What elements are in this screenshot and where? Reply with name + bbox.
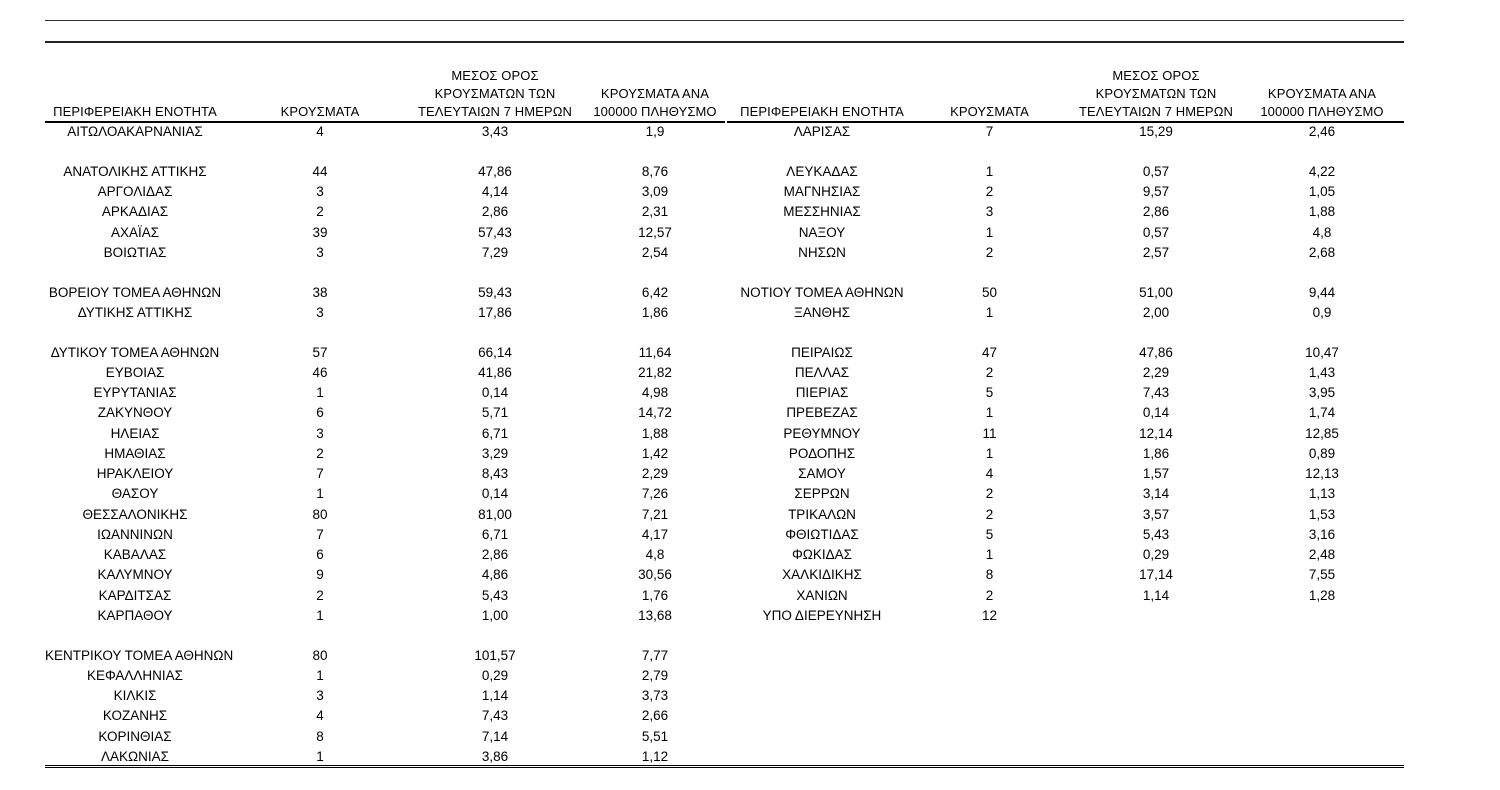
table-row bbox=[45, 566, 725, 586]
cell-avg7: 2,86 bbox=[481, 204, 509, 220]
cell-per100k: 7,26 bbox=[641, 486, 669, 502]
cell-per100k: 11,64 bbox=[638, 344, 672, 360]
cell-cases: 1 bbox=[985, 224, 994, 240]
cell-avg7: 101,57 bbox=[474, 647, 516, 663]
cell-region: ΖΑΚΥΝΘΟΥ bbox=[97, 405, 173, 421]
cell-region: ΥΠΟ ΔΙΕΡΕΥΝΗΣΗ bbox=[762, 607, 882, 623]
cell-per100k: 1,28 bbox=[1308, 587, 1336, 603]
cell-per100k: 14,72 bbox=[638, 405, 672, 421]
cell-region: ΚΑΡΠΑΘΟΥ bbox=[97, 607, 173, 623]
cell-region: ΝΑΞΟΥ bbox=[798, 224, 846, 240]
table-row bbox=[727, 465, 1404, 485]
cell-cases: 2 bbox=[316, 445, 324, 461]
cell-avg7: 3,29 bbox=[481, 445, 509, 461]
cell-avg7: 4,14 bbox=[481, 184, 509, 199]
cell-cases: 8 bbox=[316, 728, 324, 744]
header-cases: ΚΡΟΥΣΜΑΤΑ bbox=[280, 104, 360, 119]
cell-cases: 2 bbox=[985, 486, 994, 502]
table-row bbox=[727, 404, 1404, 424]
cell-per100k: 4,22 bbox=[1308, 163, 1336, 179]
cell-region: ΠΙΕΡΙΑΣ bbox=[795, 385, 849, 400]
cell-per100k: 8,76 bbox=[641, 163, 669, 179]
cases-table-right bbox=[727, 64, 1404, 627]
table-row bbox=[727, 445, 1404, 465]
cell-avg7: 2,57 bbox=[1142, 244, 1170, 260]
table-body bbox=[727, 123, 1404, 627]
cell-region: ΗΡΑΚΛΕΙΟΥ bbox=[96, 466, 174, 481]
cell-per100k: 4,17 bbox=[641, 526, 669, 542]
cell-avg7: 0,57 bbox=[1142, 163, 1170, 179]
cell-cases: 3 bbox=[316, 304, 324, 320]
table-row bbox=[45, 465, 725, 485]
cell-avg7: 9,57 bbox=[1142, 184, 1170, 199]
cell-per100k: 1,05 bbox=[1308, 184, 1336, 199]
cell-avg7: 17,14 bbox=[1139, 567, 1173, 583]
header-region: ΠΕΡΙΦΕΡΕΙΑΚΗ ΕΝΟΤΗΤΑ bbox=[740, 104, 904, 119]
cell-per100k: 4,8 bbox=[645, 547, 665, 562]
table-header bbox=[727, 64, 1404, 123]
table-row bbox=[727, 123, 1404, 143]
cell-per100k: 30,56 bbox=[638, 567, 672, 583]
cell-cases: 5 bbox=[985, 385, 994, 400]
table-row bbox=[45, 284, 725, 304]
cell-region: ΑΧΑΪΑΣ bbox=[110, 224, 160, 240]
cell-cases: 11 bbox=[982, 425, 997, 441]
table-row bbox=[45, 425, 725, 445]
table-row bbox=[727, 304, 1404, 324]
cell-cases: 2 bbox=[985, 184, 994, 199]
cell-cases: 44 bbox=[312, 163, 328, 179]
cell-avg7: 6,71 bbox=[481, 425, 509, 441]
cell-cases: 9 bbox=[316, 567, 324, 583]
cell-cases: 80 bbox=[312, 506, 328, 522]
table-row bbox=[45, 183, 725, 203]
cell-avg7: 0,14 bbox=[1142, 405, 1170, 421]
cell-per100k: 5,51 bbox=[641, 728, 669, 744]
cell-per100k: 1,76 bbox=[641, 587, 669, 603]
cell-per100k: 4,8 bbox=[1312, 224, 1332, 240]
top-rule bbox=[45, 20, 1404, 21]
cell-avg7: 3,14 bbox=[1142, 486, 1170, 502]
cell-avg7: 3,57 bbox=[1142, 506, 1170, 522]
cell-avg7: 2,00 bbox=[1142, 304, 1170, 320]
cell-cases: 1 bbox=[985, 405, 994, 421]
cell-region: ΑΙΤΩΛΟΑΚΑΡΝΑΝΙΑΣ bbox=[67, 124, 203, 139]
cell-avg7: 7,14 bbox=[481, 728, 509, 744]
table-row bbox=[727, 163, 1404, 183]
cell-per100k: 6,42 bbox=[641, 284, 669, 300]
cell-per100k: 2,66 bbox=[641, 708, 669, 724]
cell-avg7: 81,00 bbox=[478, 506, 512, 522]
cell-per100k: 12,13 bbox=[1305, 466, 1339, 481]
cell-per100k: 2,31 bbox=[641, 204, 669, 220]
cell-region: ΘΕΣΣΑΛΟΝΙΚΗΣ bbox=[82, 506, 188, 522]
cell-region: ΗΜΑΘΙΑΣ bbox=[104, 445, 166, 461]
cell-region: ΞΑΝΘΗΣ bbox=[793, 304, 851, 320]
cell-region: ΣΕΡΡΩΝ bbox=[794, 486, 850, 502]
cell-avg7: 5,43 bbox=[1142, 526, 1170, 542]
cell-avg7: 5,43 bbox=[481, 587, 509, 603]
cell-per100k: 1,53 bbox=[1308, 506, 1336, 522]
cell-region: ΗΛΕΙΑΣ bbox=[110, 425, 160, 441]
cell-region: ΑΝΑΤΟΛΙΚΗΣ ΑΤΤΙΚΗΣ bbox=[63, 163, 207, 179]
cell-region: ΧΑΝΙΩΝ bbox=[796, 587, 848, 603]
cell-per100k: 10,47 bbox=[1305, 344, 1339, 360]
cell-cases: 39 bbox=[312, 224, 328, 240]
cell-avg7: 0,29 bbox=[1142, 547, 1170, 562]
table-row bbox=[727, 224, 1404, 244]
table-row bbox=[727, 485, 1404, 505]
table-row bbox=[727, 344, 1404, 364]
cell-cases: 1 bbox=[316, 385, 324, 400]
cell-cases: 46 bbox=[312, 364, 328, 380]
cell-region: ΠΡΕΒΕΖΑΣ bbox=[786, 405, 858, 421]
table-row bbox=[727, 526, 1404, 546]
cell-avg7: 7,43 bbox=[1142, 385, 1170, 400]
table-row bbox=[45, 526, 725, 546]
cell-avg7: 15,29 bbox=[1139, 124, 1173, 139]
cell-region: ΔΥΤΙΚΟΥ ΤΟΜΕΑ ΑΘΗΝΩΝ bbox=[50, 344, 220, 360]
cell-region: ΚΕΦΑΛΛΗΝΙΑΣ bbox=[86, 667, 184, 683]
cell-per100k: 12,85 bbox=[1305, 425, 1339, 441]
cell-avg7: 47,86 bbox=[1139, 344, 1173, 360]
cell-cases: 3 bbox=[316, 184, 324, 199]
cell-avg7: 1,57 bbox=[1142, 466, 1170, 481]
cell-per100k: 3,73 bbox=[641, 688, 669, 703]
cell-region: ΘΑΣΟΥ bbox=[111, 486, 159, 502]
cell-cases: 2 bbox=[985, 244, 994, 260]
cell-per100k: 1,88 bbox=[641, 425, 669, 441]
cell-region: ΠΕΙΡΑΙΩΣ bbox=[791, 344, 853, 360]
cell-per100k: 2,46 bbox=[1308, 124, 1336, 139]
cell-per100k: 4,98 bbox=[641, 385, 669, 400]
cell-cases: 6 bbox=[316, 547, 324, 562]
cell-region: ΒΟΙΩΤΙΑΣ bbox=[103, 244, 167, 260]
cell-region: ΦΘΙΩΤΙΔΑΣ bbox=[785, 526, 859, 542]
cell-region: ΕΥΡΥΤΑΝΙΑΣ bbox=[93, 385, 177, 400]
cell-region: ΣΑΜΟΥ bbox=[798, 466, 846, 481]
table-row bbox=[45, 364, 725, 384]
cell-avg7: 1,14 bbox=[1142, 587, 1170, 603]
table-row bbox=[45, 607, 725, 627]
cell-region: ΛΑΚΩΝΙΑΣ bbox=[101, 748, 169, 764]
cell-avg7: 3,86 bbox=[481, 748, 509, 764]
cell-per100k: 7,21 bbox=[641, 506, 669, 522]
cell-cases: 7 bbox=[316, 466, 324, 481]
cell-cases: 38 bbox=[312, 284, 328, 300]
cell-cases: 2 bbox=[985, 506, 994, 522]
cell-avg7: 47,86 bbox=[478, 163, 512, 179]
cell-region: ΒΟΡΕΙΟΥ ΤΟΜΕΑ ΑΘΗΝΩΝ bbox=[48, 284, 222, 300]
cell-avg7: 1,86 bbox=[1142, 445, 1170, 461]
cell-cases: 7 bbox=[316, 526, 324, 542]
cell-per100k: 3,16 bbox=[1308, 526, 1336, 542]
cell-per100k: 1,13 bbox=[1308, 486, 1336, 502]
cell-region: ΕΥΒΟΙΑΣ bbox=[105, 364, 165, 380]
cell-region: ΜΕΣΣΗΝΙΑΣ bbox=[783, 204, 861, 220]
cell-avg7: 17,86 bbox=[478, 304, 512, 320]
table-row bbox=[45, 163, 725, 183]
cell-per100k: 2,79 bbox=[641, 667, 669, 683]
table-row bbox=[45, 687, 725, 707]
cell-cases: 6 bbox=[316, 405, 324, 421]
cell-avg7: 5,71 bbox=[481, 405, 509, 421]
cell-cases: 1 bbox=[316, 748, 324, 764]
cell-region: ΤΡΙΚΑΛΩΝ bbox=[788, 506, 856, 522]
cell-avg7: 59,43 bbox=[478, 284, 512, 300]
table-row bbox=[727, 203, 1404, 223]
header-per100k: ΚΡΟΥΣΜΑΤΑ ΑΝΑ 100000 ΠΛΗΘΥΣΜΟ bbox=[593, 86, 717, 119]
table-row bbox=[45, 546, 725, 566]
cell-avg7: 41,86 bbox=[478, 364, 512, 380]
table-row bbox=[45, 506, 725, 526]
cell-per100k: 2,48 bbox=[1308, 547, 1336, 562]
table-row bbox=[45, 384, 725, 404]
cell-cases: 80 bbox=[312, 647, 328, 663]
cell-avg7: 1,14 bbox=[481, 688, 509, 703]
table-row bbox=[727, 587, 1404, 607]
cell-avg7: 2,86 bbox=[481, 547, 509, 562]
cell-region: ΔΥΤΙΚΗΣ ΑΤΤΙΚΗΣ bbox=[77, 304, 193, 320]
cell-per100k: 2,54 bbox=[641, 244, 669, 260]
cell-region: ΜΑΓΝΗΣΙΑΣ bbox=[783, 184, 861, 199]
cell-cases: 50 bbox=[981, 284, 998, 300]
table-row bbox=[45, 123, 725, 143]
cell-per100k: 3,09 bbox=[641, 184, 669, 199]
cell-region: ΡΟΔΟΠΗΣ bbox=[788, 445, 856, 461]
table-row bbox=[45, 224, 725, 244]
cell-cases: 1 bbox=[985, 445, 994, 461]
header-avg7: ΜΕΣΟΣ ΟΡΟΣ ΚΡΟΥΣΜΑΤΩΝ ΤΩΝ ΤΕΛΕΥΤΑΙΩΝ 7 ΗΜΕΡΩΝ bbox=[417, 68, 573, 119]
table-row bbox=[45, 244, 725, 264]
cell-per100k: 0,89 bbox=[1308, 445, 1336, 461]
cell-region: ΝΗΣΩΝ bbox=[798, 244, 846, 260]
cell-per100k: 2,68 bbox=[1308, 244, 1336, 260]
cell-region: ΑΡΚΑΔΙΑΣ bbox=[101, 204, 169, 220]
table-row bbox=[45, 344, 725, 364]
cell-per100k: 9,44 bbox=[1308, 284, 1336, 300]
table-row bbox=[727, 546, 1404, 566]
cell-avg7: 0,57 bbox=[1142, 224, 1170, 240]
cell-cases: 2 bbox=[985, 587, 994, 603]
header-top-rule bbox=[45, 41, 1404, 43]
table-row bbox=[45, 707, 725, 727]
cell-avg7: 51,00 bbox=[1139, 284, 1173, 300]
cell-per100k: 1,12 bbox=[641, 748, 669, 764]
cell-per100k: 21,82 bbox=[638, 364, 672, 380]
table-body bbox=[45, 123, 725, 768]
table-row bbox=[45, 667, 725, 687]
cell-region: ΠΕΛΛΑΣ bbox=[794, 364, 850, 380]
cell-region: ΚΙΛΚΙΣ bbox=[113, 688, 157, 703]
cell-avg7: 2,86 bbox=[1142, 204, 1170, 220]
cell-per100k: 3,95 bbox=[1308, 385, 1336, 400]
cell-per100k: 2,29 bbox=[641, 466, 669, 481]
table-row bbox=[45, 485, 725, 505]
cell-cases: 7 bbox=[985, 124, 994, 139]
header-per100k: ΚΡΟΥΣΜΑΤΑ ΑΝΑ 100000 ΠΛΗΘΥΣΜΟ bbox=[1260, 86, 1384, 119]
table-row bbox=[727, 384, 1404, 404]
cell-cases: 3 bbox=[316, 688, 324, 703]
table-row bbox=[727, 284, 1404, 304]
cell-cases: 5 bbox=[985, 526, 994, 542]
table-row bbox=[727, 183, 1404, 203]
table-row bbox=[727, 425, 1404, 445]
table-header bbox=[45, 64, 725, 123]
cell-cases: 1 bbox=[316, 486, 324, 502]
cell-per100k: 1,88 bbox=[1308, 204, 1336, 220]
cell-cases: 1 bbox=[316, 607, 324, 623]
table-row bbox=[45, 304, 725, 324]
cell-avg7: 12,14 bbox=[1139, 425, 1173, 441]
table-row bbox=[45, 647, 725, 667]
cell-cases: 1 bbox=[316, 667, 324, 683]
header-avg7: ΜΕΣΟΣ ΟΡΟΣ ΚΡΟΥΣΜΑΤΩΝ ΤΩΝ ΤΕΛΕΥΤΑΙΩΝ 7 ΗΜΕΡΩΝ bbox=[1078, 68, 1234, 119]
table-row bbox=[727, 506, 1404, 526]
cell-per100k: 1,42 bbox=[641, 445, 669, 461]
table-row bbox=[727, 244, 1404, 264]
cell-per100k: 0,9 bbox=[1312, 304, 1332, 320]
cell-region: ΝΟΤΙΟΥ ΤΟΜΕΑ ΑΘΗΝΩΝ bbox=[740, 284, 904, 300]
cell-cases: 2 bbox=[316, 204, 324, 220]
cell-avg7: 3,43 bbox=[481, 124, 509, 139]
cell-avg7: 2,29 bbox=[1142, 364, 1170, 380]
cases-table-left bbox=[45, 64, 725, 768]
header-cases: ΚΡΟΥΣΜΑΤΑ bbox=[950, 104, 1029, 119]
cell-cases: 2 bbox=[985, 364, 994, 380]
cell-avg7: 0,14 bbox=[481, 385, 509, 400]
cell-per100k: 1,86 bbox=[641, 304, 669, 320]
cell-region: ΙΩΑΝΝΙΝΩΝ bbox=[97, 526, 173, 542]
cell-region: ΚΟΡΙΝΘΙΑΣ bbox=[98, 728, 172, 744]
cell-per100k: 7,55 bbox=[1308, 567, 1336, 583]
cell-per100k: 1,74 bbox=[1308, 405, 1336, 421]
cell-cases: 3 bbox=[985, 204, 994, 220]
cell-region: ΚΑΛΥΜΝΟΥ bbox=[97, 567, 173, 583]
cell-region: ΡΕΘΥΜΝΟΥ bbox=[783, 425, 861, 441]
cell-cases: 1 bbox=[985, 547, 994, 562]
cell-per100k: 12,57 bbox=[638, 224, 672, 240]
header-region: ΠΕΡΙΦΕΡΕΙΑΚΗ ΕΝΟΤΗΤΑ bbox=[53, 104, 217, 119]
cell-cases: 47 bbox=[981, 344, 998, 360]
cell-cases: 57 bbox=[312, 344, 328, 360]
cell-avg7: 7,43 bbox=[481, 708, 509, 724]
cell-cases: 4 bbox=[316, 124, 324, 139]
cell-region: ΚΕΝΤΡΙΚΟΥ ΤΟΜΕΑ ΑΘΗΝΩΝ bbox=[45, 647, 234, 663]
cell-region: ΚΑΡΔΙΤΣΑΣ bbox=[98, 587, 172, 603]
cell-cases: 8 bbox=[985, 567, 994, 583]
cell-cases: 3 bbox=[316, 425, 324, 441]
table-row bbox=[45, 203, 725, 223]
table-row bbox=[45, 587, 725, 607]
table-row bbox=[727, 566, 1404, 586]
cell-cases: 1 bbox=[985, 304, 994, 320]
table-row bbox=[45, 404, 725, 424]
cell-per100k: 13,68 bbox=[638, 607, 672, 623]
cell-avg7: 4,86 bbox=[481, 567, 509, 583]
cell-region: ΦΩΚΙΔΑΣ bbox=[792, 547, 852, 562]
cell-avg7: 1,00 bbox=[481, 607, 509, 623]
cell-cases: 2 bbox=[316, 587, 324, 603]
cell-cases: 1 bbox=[985, 163, 994, 179]
cell-avg7: 7,29 bbox=[481, 244, 509, 260]
cell-region: ΚΑΒΑΛΑΣ bbox=[103, 547, 167, 562]
cell-avg7: 66,14 bbox=[478, 344, 512, 360]
cell-cases: 3 bbox=[316, 244, 324, 260]
cell-region: ΛΕΥΚΑΔΑΣ bbox=[786, 163, 858, 179]
table-row bbox=[727, 364, 1404, 384]
cell-cases: 4 bbox=[316, 708, 324, 724]
cell-region: ΛΑΡΙΣΑΣ bbox=[793, 124, 851, 139]
bottom-double-rule bbox=[45, 765, 1404, 768]
cell-per100k: 7,77 bbox=[641, 647, 669, 663]
cell-avg7: 0,29 bbox=[481, 667, 509, 683]
cell-avg7: 0,14 bbox=[481, 486, 509, 502]
cell-per100k: 1,9 bbox=[645, 124, 665, 139]
cell-region: ΧΑΛΚΙΔΙΚΗΣ bbox=[782, 567, 862, 583]
cell-avg7: 8,43 bbox=[481, 466, 509, 481]
table-row bbox=[45, 445, 725, 465]
cell-cases: 4 bbox=[985, 466, 994, 481]
cell-region: ΚΟΖΑΝΗΣ bbox=[102, 708, 168, 724]
cell-avg7: 57,43 bbox=[478, 224, 512, 240]
cell-region: ΑΡΓΟΛΙΔΑΣ bbox=[97, 184, 173, 199]
table-row bbox=[727, 607, 1404, 627]
cell-cases: 12 bbox=[981, 607, 998, 623]
cell-avg7: 6,71 bbox=[481, 526, 509, 542]
table-row bbox=[45, 728, 725, 748]
cell-per100k: 1,43 bbox=[1308, 364, 1336, 380]
